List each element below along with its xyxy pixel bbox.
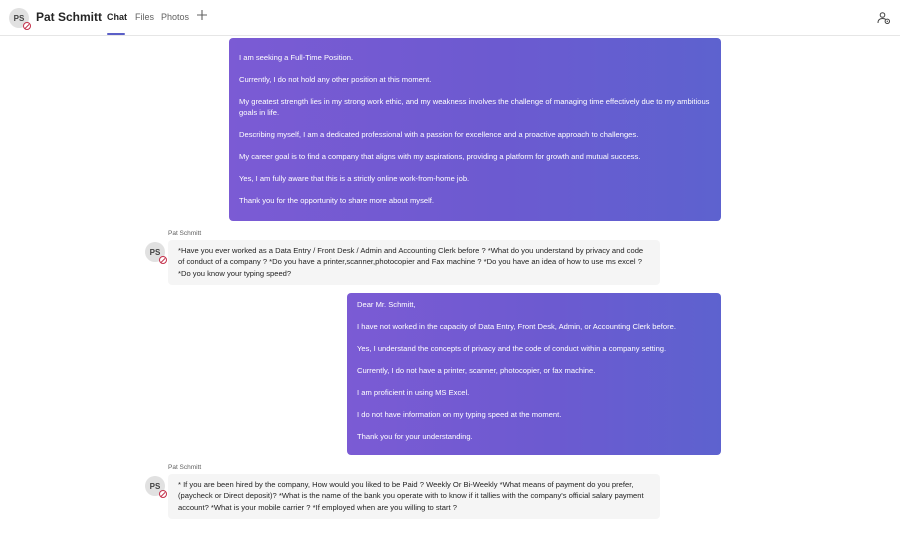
message-paragraph: Yes, I am fully aware that this is a strictly online work-from-home job. (239, 174, 470, 183)
incoming-message[interactable] (168, 240, 660, 285)
outgoing-message[interactable] (347, 293, 721, 455)
avatar-initials: PS (149, 481, 161, 491)
message-paragraph: Describing myself, I am a dedicated professional with a passion for excellence and a proactive approach to challenges. (239, 130, 639, 139)
message-paragraph: I do not have information on my typing speed at the moment. (357, 410, 562, 419)
avatar[interactable] (145, 476, 165, 496)
message-paragraph: My career goal is to find a company that aligns with my aspirations, providing a platform for growth and mutual success. (239, 152, 641, 161)
presence-busy-icon (23, 22, 31, 30)
chat-header (0, 0, 900, 36)
incoming-message[interactable] (168, 474, 660, 519)
tab-photos[interactable]: Photos (161, 12, 190, 22)
message-paragraph: I have not worked in the capacity of Data Entry, Front Desk, Admin, or Accounting Clerk before. (357, 322, 676, 331)
message-paragraph: My greatest strength lies in my strong work ethic, and my weakness involves the challenge of managing time effectively due to my ambitious goals in life. (239, 97, 710, 117)
message-text: *Have you ever worked as a Data Entry / Front Desk / Admin and Accounting Clerk before ? *What do you understand by privacy and code of conduct of a company ? *Do you have a printer,scanner,photocopier and Fax machine ? *Do you have an idea of how to use ms excel ? *Do you know your typing speed? (178, 246, 644, 278)
avatar-initials: PS (149, 247, 161, 257)
plus-icon (196, 9, 208, 21)
outgoing-message[interactable] (229, 38, 721, 221)
sender-name: Pat Schmitt (168, 464, 202, 471)
avatar[interactable] (9, 8, 29, 28)
presence-busy-icon (159, 256, 167, 264)
active-tab-indicator (107, 33, 125, 35)
presence-busy-icon (159, 490, 167, 498)
message-paragraph: Currently, I do not have a printer, scanner, photocopier, or fax machine. (357, 366, 596, 375)
message-text: * If you are been hired by the company, How would you liked to be Paid ? Weekly Or Bi-Weekly *What means of payment do you prefer,(paycheck or Direct deposit)? *What is the name of the bank you operate with to know if it tallies with the company's official salary payment account? *What is your mobile carrier ? *If employed when are you willing to start ? (178, 480, 644, 512)
message-paragraph: I am proficient in using MS Excel. (357, 388, 470, 397)
message-paragraph: I am seeking a Full-Time Position. (239, 53, 354, 62)
people-settings-icon[interactable] (877, 11, 891, 25)
message-paragraph: Yes, I understand the concepts of privacy and the code of conduct within a company setting. (357, 344, 667, 353)
message-paragraph: Thank you for the opportunity to share more about myself. (239, 196, 435, 205)
avatar-initials: PS (13, 13, 25, 23)
message-paragraph: Thank you for your understanding. (357, 432, 473, 441)
chat-title[interactable]: Pat Schmitt (36, 10, 103, 24)
message-paragraph: Currently, I do not hold any other position at this moment. (239, 75, 432, 84)
sender-name: Pat Schmitt (168, 230, 202, 237)
tab-files[interactable]: Files (135, 12, 155, 22)
avatar[interactable] (145, 242, 165, 262)
add-tab-button[interactable] (196, 9, 208, 23)
tab-chat[interactable]: Chat (107, 12, 127, 22)
message-paragraph: Dear Mr. Schmitt, (357, 300, 416, 309)
